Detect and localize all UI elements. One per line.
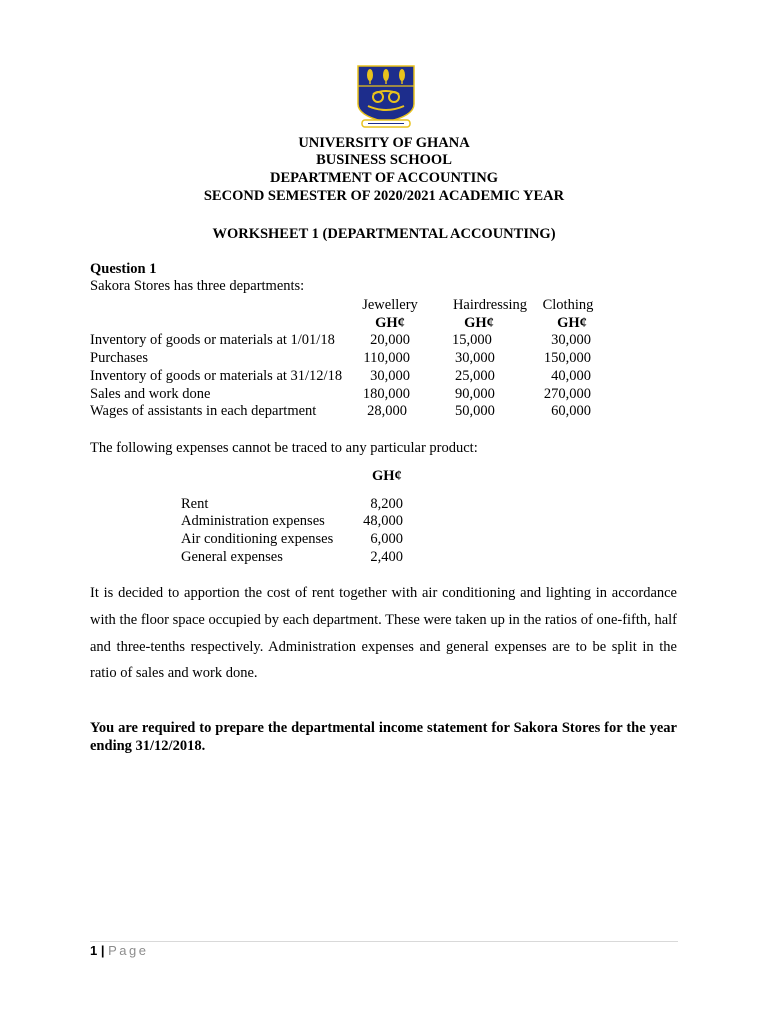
table-cell: 20,000 <box>370 332 410 348</box>
table-cell: 15,000 <box>452 332 492 348</box>
page-word: Page <box>108 943 149 958</box>
worksheet-title: WORKSHEET 1 (DEPARTMENTAL ACCOUNTING) <box>212 226 556 242</box>
table-row-label: Inventory of goods or materials at 1/01/18 <box>90 332 335 348</box>
currency-jewellery: GH¢ <box>375 315 405 331</box>
question-title: Question 1 <box>90 261 157 277</box>
table-cell: 110,000 <box>363 350 410 366</box>
expense-label: Air conditioning expenses <box>181 531 334 547</box>
semester-title: SECOND SEMESTER OF 2020/2021 ACADEMIC YEAR <box>203 188 565 204</box>
table-cell: 30,000 <box>370 368 410 384</box>
column-header-jewellery: Jewellery <box>362 297 418 313</box>
page-number: 1 <box>90 943 98 958</box>
expense-value: 48,000 <box>363 513 403 529</box>
table-cell: 150,000 <box>543 350 591 366</box>
table-cell: 30,000 <box>551 332 591 348</box>
table-cell: 60,000 <box>551 403 591 419</box>
page-footer <box>90 943 149 958</box>
table-cell: 180,000 <box>362 386 410 402</box>
apportionment-paragraph: It is decided to apportion the cost of rent together with air conditioning and lighting in accordance with the floor space occupied by each department. These were taken up in the ratios of one-fifth, half and three-tenths respectively. Administration expenses and general expenses are to be split in the ratio of sales and work done. <box>90 585 677 682</box>
table-cell: 50,000 <box>455 403 495 419</box>
column-header-hairdressing: Hairdressing <box>452 297 528 313</box>
school-name: BUSINESS SCHOOL <box>316 152 452 168</box>
page-separator: | <box>100 943 105 958</box>
currency-hairdressing: GH¢ <box>464 315 494 331</box>
table-cell: 40,000 <box>551 368 591 384</box>
expense-value: 8,200 <box>370 496 403 512</box>
footer-divider <box>90 941 678 942</box>
column-header-clothing: Clothing <box>542 297 594 313</box>
requirement-statement: You are required to prepare the departmental income statement for Sakora Stores for the year ending 31/12/2018. <box>90 720 677 754</box>
table-cell: 28,000 <box>367 403 407 419</box>
expense-label: Rent <box>181 496 209 512</box>
table-row-label: Sales and work done <box>90 386 211 402</box>
currency-clothing: GH¢ <box>557 315 587 331</box>
expense-value: 6,000 <box>370 531 403 547</box>
university-name: UNIVERSITY OF GHANA <box>298 135 470 151</box>
department-name: DEPARTMENT OF ACCOUNTING <box>269 170 498 186</box>
table-row-label: Purchases <box>90 350 148 366</box>
table-cell: 25,000 <box>455 368 495 384</box>
expenses-currency: GH¢ <box>372 468 402 484</box>
table-cell: 270,000 <box>543 386 591 402</box>
expense-label: Administration expenses <box>181 513 325 529</box>
expense-value: 2,400 <box>370 549 403 565</box>
table-cell: 30,000 <box>455 350 495 366</box>
question-intro: Sakora Stores has three departments: <box>90 278 305 294</box>
university-crest-icon <box>354 64 418 130</box>
table-row-label: Inventory of goods or materials at 31/12/18 <box>90 368 343 384</box>
table-cell: 90,000 <box>455 386 495 402</box>
table-row-label: Wages of assistants in each department <box>90 403 317 419</box>
expense-label: General expenses <box>181 549 283 565</box>
expenses-intro: The following expenses cannot be traced to any particular product: <box>90 440 478 456</box>
